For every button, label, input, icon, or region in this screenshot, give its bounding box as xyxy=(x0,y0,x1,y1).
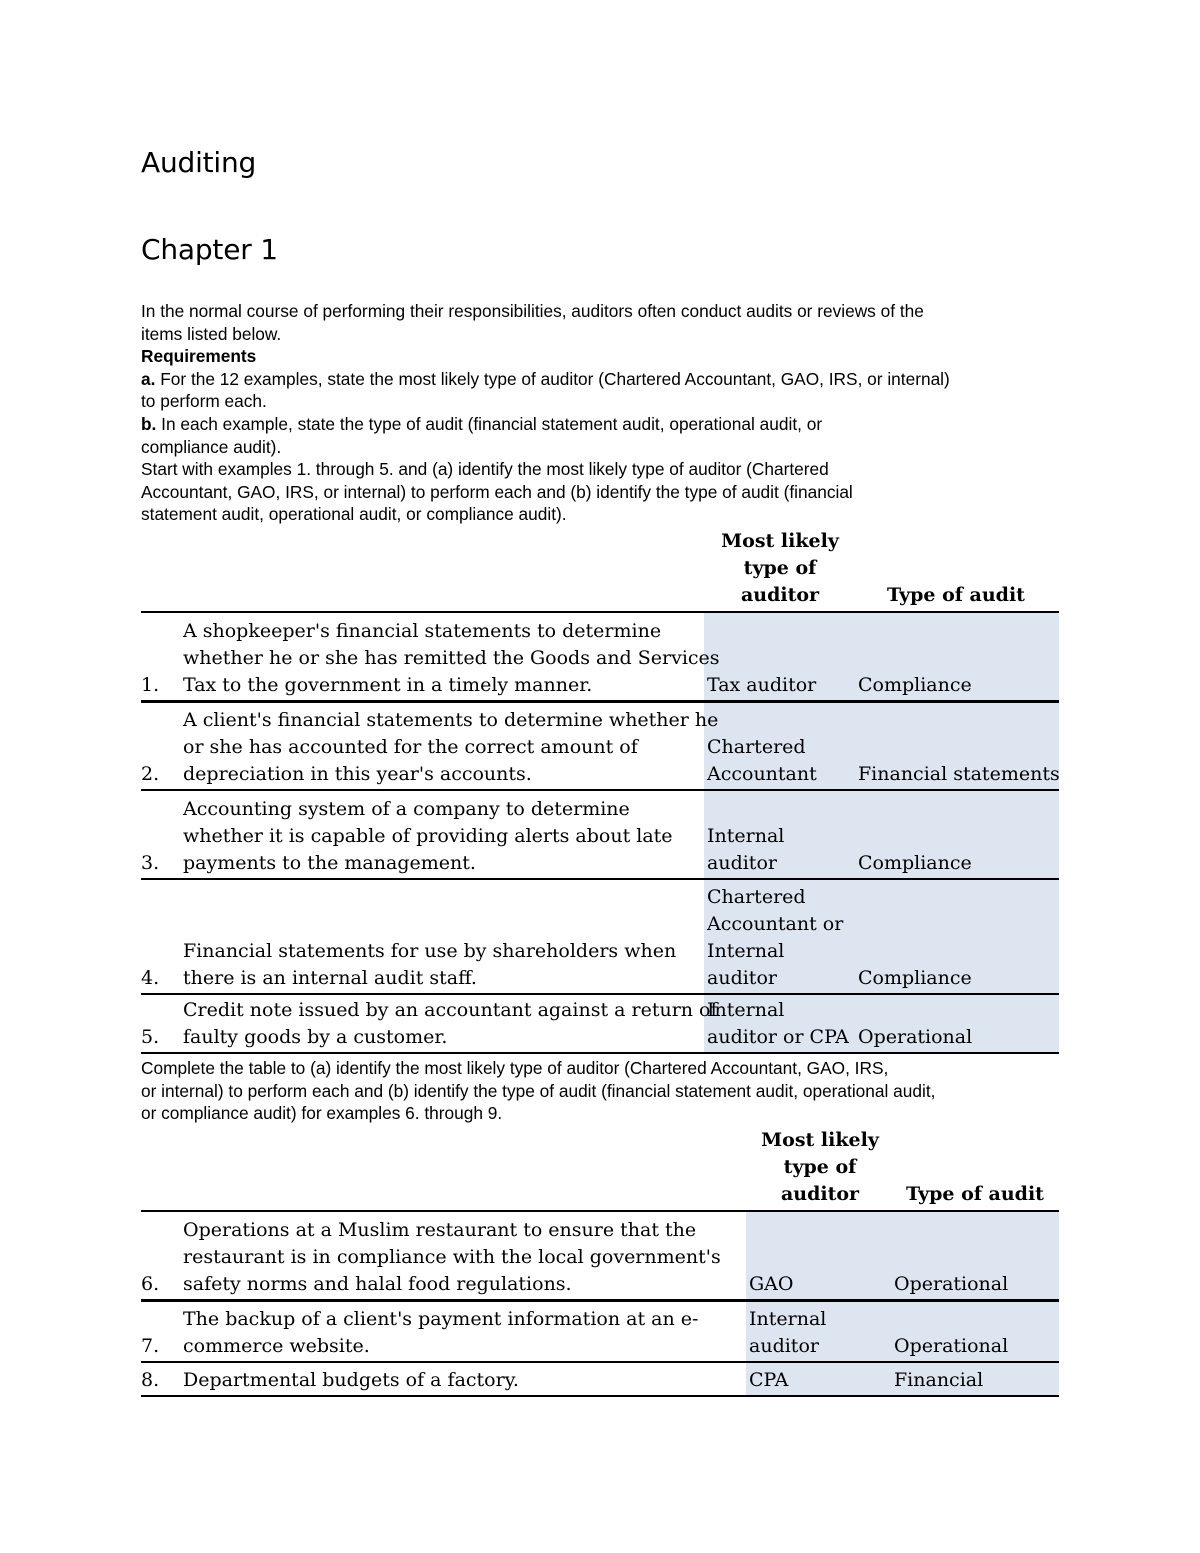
table-row xyxy=(141,880,1059,995)
row-description: Financial statements for use by shareholders when there is an internal audit staff. xyxy=(183,940,677,989)
table2-instructions xyxy=(141,1057,1061,1125)
table-row xyxy=(141,1302,1059,1363)
table2-auditor-header: Most likely type of auditor xyxy=(761,1129,879,1205)
row-description: Departmental budgets of a factory. xyxy=(183,1369,519,1391)
row-audit-type: Operational xyxy=(894,1335,1009,1357)
instruction-line: Accountant, GAO, IRS, or internal) to perform each and (b) identify the type of audit (financial xyxy=(141,481,853,502)
row-auditor: Chartered Accountant xyxy=(707,736,817,785)
table-row xyxy=(141,1363,1059,1397)
auditor-table-1 xyxy=(141,611,1059,1054)
requirement-b xyxy=(141,413,1071,436)
requirement-a-text: to perform each. xyxy=(141,391,267,412)
requirement-b-label: b. xyxy=(141,413,157,434)
row-number: 1. xyxy=(141,674,160,696)
row-description: A client's financial statements to determine whether he or she has accounted for the correct amount of depreciation in this year's accounts. xyxy=(183,709,719,785)
row-audit-type: Operational xyxy=(858,1026,973,1048)
row-auditor: Internal auditor or CPA xyxy=(707,999,849,1048)
chapter-heading: Chapter 1 xyxy=(141,233,278,266)
row-number: 4. xyxy=(141,967,160,989)
row-audit-type: Financial xyxy=(894,1369,984,1391)
row-number: 5. xyxy=(141,1026,160,1048)
row-audit-type: Compliance xyxy=(858,967,972,989)
row-number: 3. xyxy=(141,852,160,874)
requirement-a xyxy=(141,368,1071,391)
table-row xyxy=(141,791,1059,880)
auditor-table-2 xyxy=(141,1210,1059,1397)
row-audit-type: Operational xyxy=(894,1273,1009,1295)
requirement-a-label: a. xyxy=(141,368,156,389)
row-auditor: GAO xyxy=(749,1273,794,1295)
table-row xyxy=(141,995,1059,1054)
table1-type-header: Type of audit xyxy=(887,584,1025,606)
row-number: 8. xyxy=(141,1369,160,1391)
table-row xyxy=(141,613,1059,703)
row-description: A shopkeeper's financial statements to determine whether he or she has remitted the Goods and Services Tax to the government in a timely manner. xyxy=(183,620,720,696)
row-auditor: Internal auditor xyxy=(749,1308,827,1357)
row-number: 7. xyxy=(141,1335,160,1357)
instruction-line: Start with examples 1. through 5. and (a) identify the most likely type of auditor (Chartered xyxy=(141,459,829,480)
table-row xyxy=(141,1212,1059,1302)
table-row xyxy=(141,703,1059,791)
row-description: Operations at a Muslim restaurant to ensure that the restaurant is in compliance with the local government's safety norms and halal food regulations. xyxy=(183,1219,721,1295)
row-auditor: Tax auditor xyxy=(707,674,817,696)
row-description: Credit note issued by an accountant against a return of faulty goods by a customer. xyxy=(183,999,718,1048)
table1-auditor-header: Most likely type of auditor xyxy=(721,530,839,606)
requirement-b-text: compliance audit). xyxy=(141,436,282,457)
row-auditor: CPA xyxy=(749,1369,789,1391)
row-auditor: Chartered Accountant or Internal auditor xyxy=(707,886,844,989)
row-number: 2. xyxy=(141,763,160,785)
instruction-line: Complete the table to (a) identify the most likely type of auditor (Chartered Accountant, GAO, IRS, xyxy=(141,1058,889,1078)
row-audit-type: Financial statements xyxy=(858,763,1060,785)
intro-section xyxy=(141,300,1071,526)
row-description: The backup of a client's payment information at an e- commerce website. xyxy=(183,1308,699,1357)
row-description: Accounting system of a company to determine whether it is capable of providing alerts about late payments to the management. xyxy=(183,798,673,874)
row-number: 6. xyxy=(141,1273,160,1295)
table2-type-header: Type of audit xyxy=(906,1183,1044,1205)
instruction-line: statement audit, operational audit, or compliance audit). xyxy=(141,504,567,525)
requirement-b-text: In each example, state the type of audit (financial statement audit, operational audit, or xyxy=(156,413,823,434)
requirement-a-text: For the 12 examples, state the most likely type of auditor (Chartered Accountant, GAO, IRS, or internal) xyxy=(155,368,950,389)
document-title: Auditing xyxy=(141,146,257,179)
row-auditor: Internal auditor xyxy=(707,825,785,874)
row-audit-type: Compliance xyxy=(858,852,972,874)
requirements-label: Requirements xyxy=(141,346,257,367)
instruction-line: or internal) to perform each and (b) identify the type of audit (financial statement audit, operational audit, xyxy=(141,1080,936,1101)
intro-line: In the normal course of performing their responsibilities, auditors often conduct audits or reviews of the xyxy=(141,301,924,321)
row-audit-type: Compliance xyxy=(858,674,972,696)
intro-line: items listed below. xyxy=(141,323,282,344)
instruction-line: or compliance audit) for examples 6. through 9. xyxy=(141,1103,503,1124)
